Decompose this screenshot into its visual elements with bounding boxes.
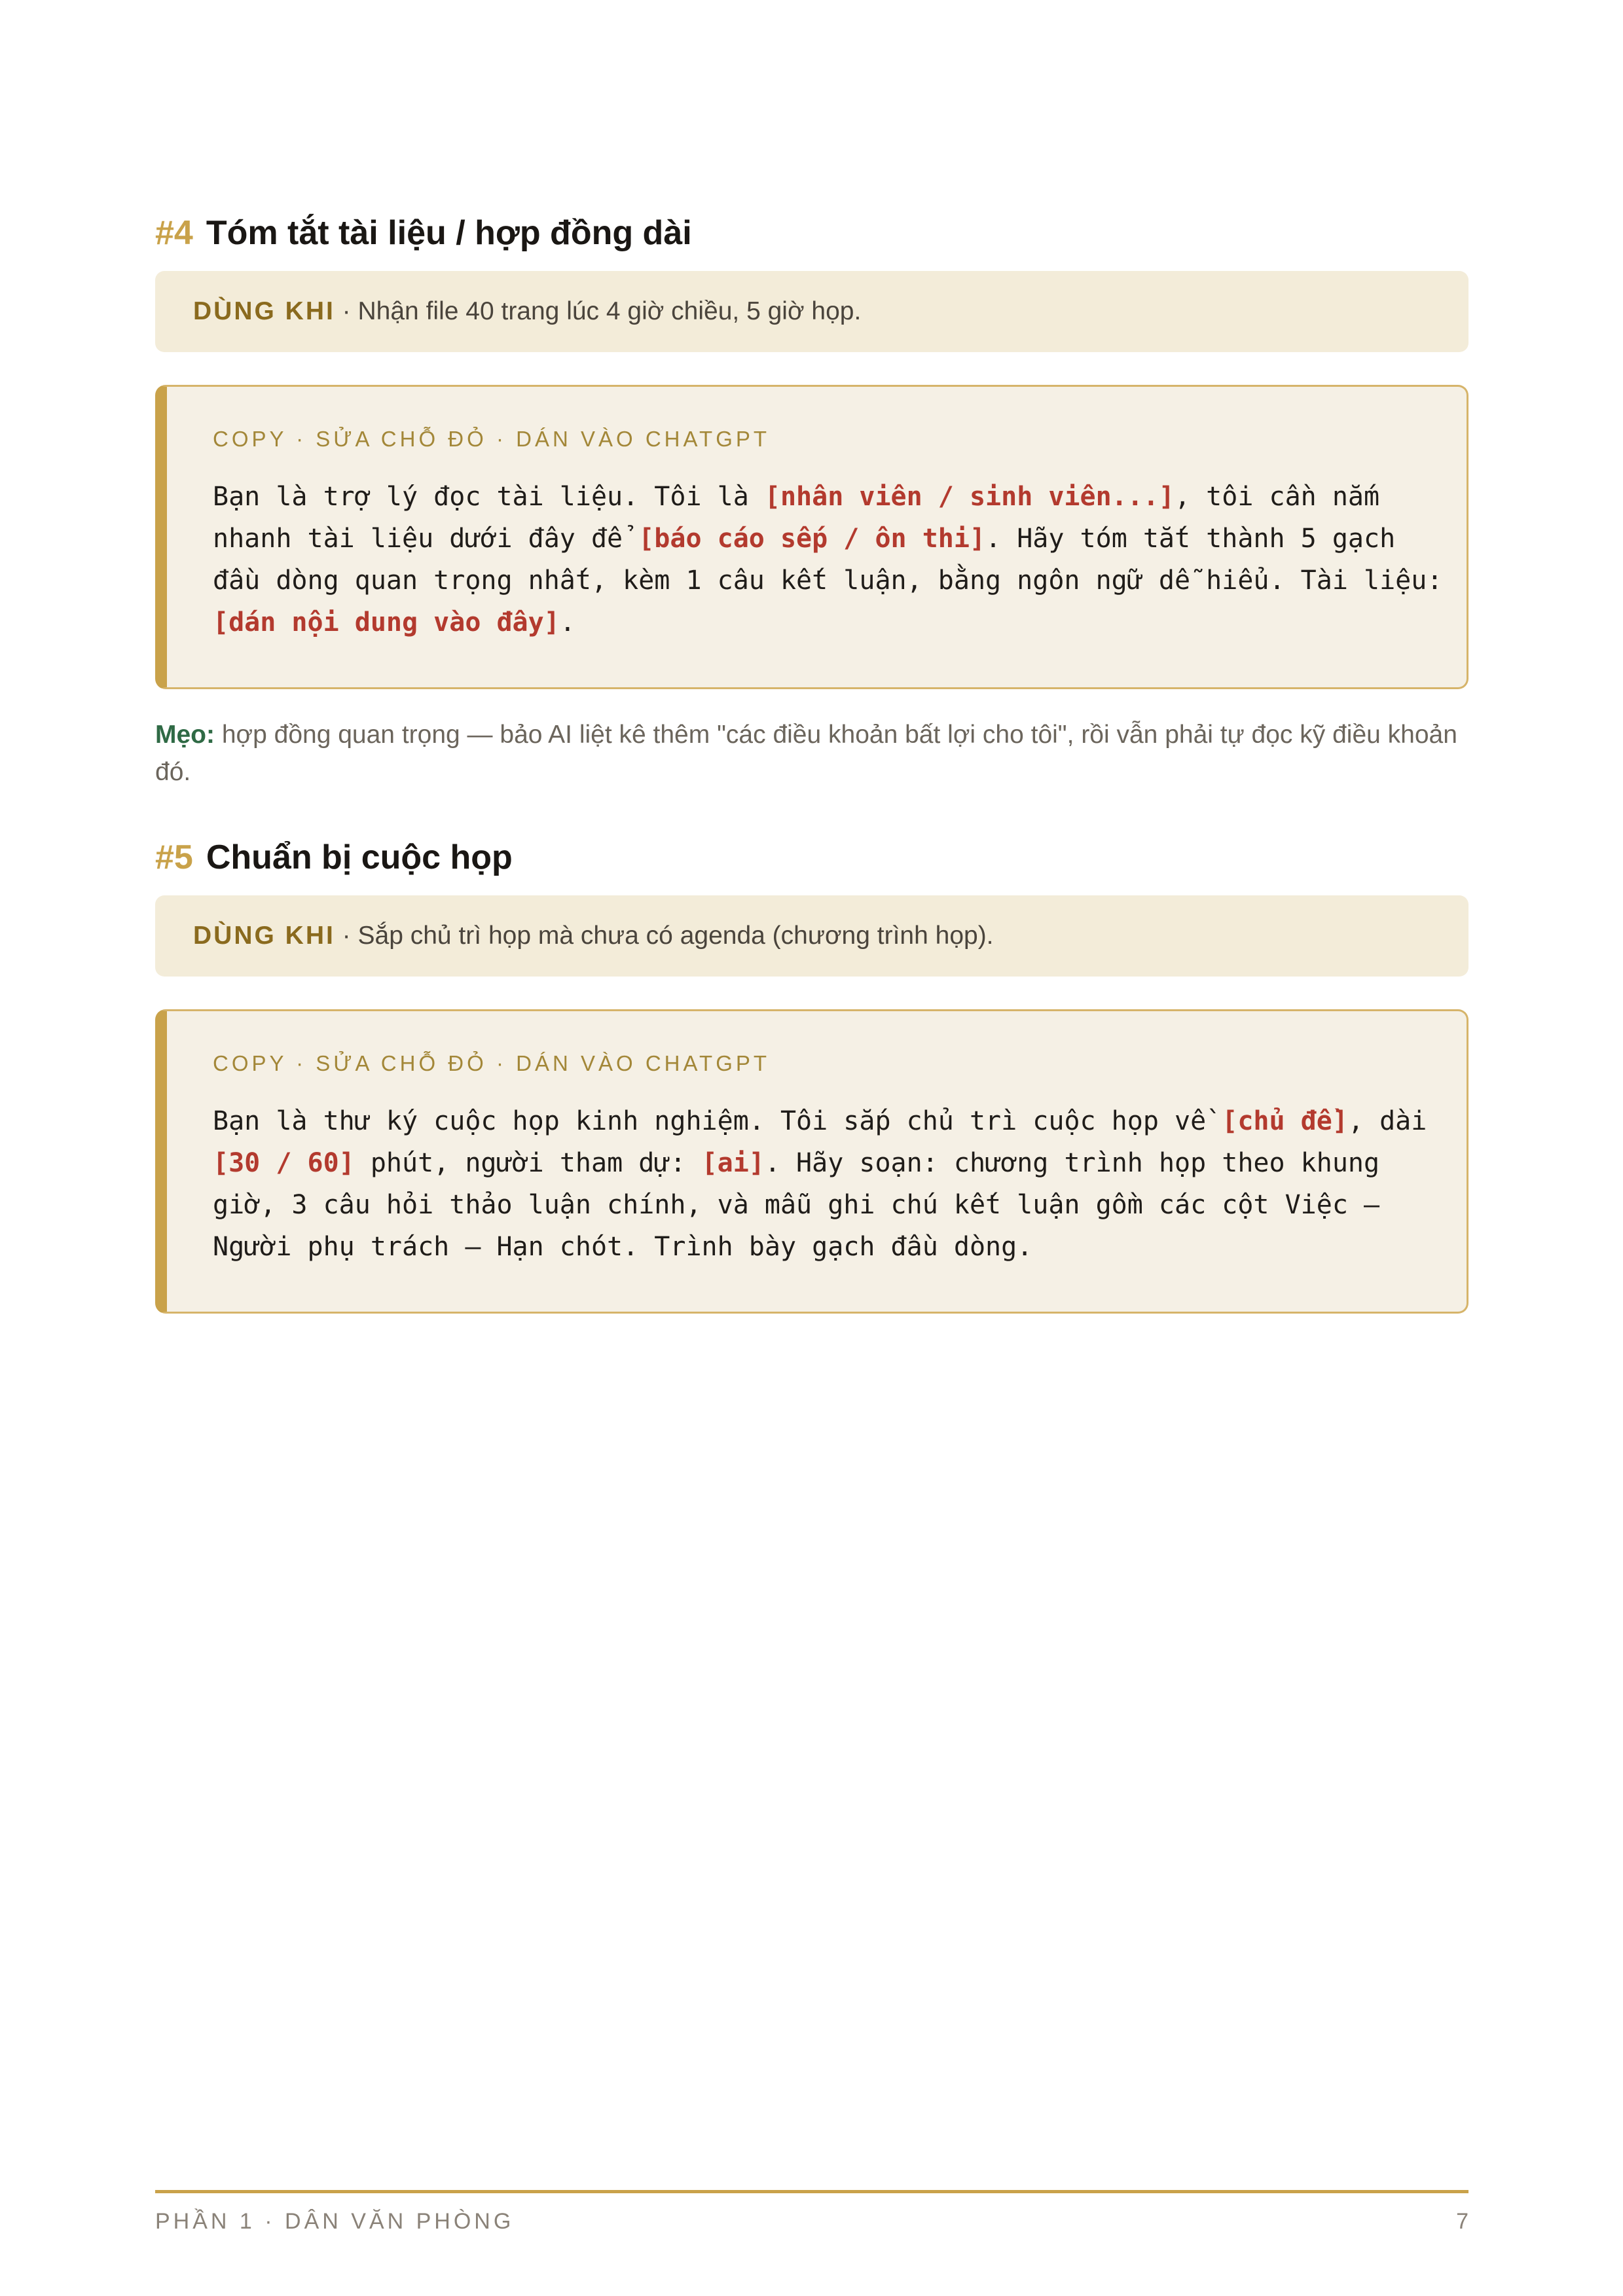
page-number: 7 xyxy=(1456,2209,1468,2234)
prompt-line: Người phụ trách — Hạn chót. Trình bày gạch đầu dòng. xyxy=(213,1232,1033,1262)
section-5 xyxy=(155,831,1468,1322)
prompt-line: Bạn là trợ lý đọc tài liệu. Tôi là [nhân viên / sinh viên...], tôi cần nắm xyxy=(213,482,1380,512)
prompt-line: Bạn là thư ký cuộc họp kinh nghiệm. Tôi sắp chủ trì cuộc họp về [chủ đề], dài xyxy=(213,1106,1427,1136)
prompt-line: [30 / 60] phút, người tham dự: [ai]. Hãy soạn: chương trình họp theo khung xyxy=(213,1148,1380,1178)
when-to-use-box xyxy=(155,895,1468,977)
prompt-label: COPY · SỬA CHỖ ĐỎ · DÁN VÀO CHATGPT xyxy=(213,1051,771,1075)
placeholder: [báo cáo sếp / ôn thi] xyxy=(638,524,986,554)
footer-section-label: PHẦN 1 · DÂN VĂN PHÒNG xyxy=(155,2209,515,2234)
when-to-use-box xyxy=(155,271,1468,352)
prompt-box[interactable] xyxy=(155,1009,1468,1314)
placeholder: [ai] xyxy=(701,1148,765,1178)
placeholder: [chủ đề] xyxy=(1222,1106,1348,1136)
prompt-line: đầu dòng quan trọng nhất, kèm 1 câu kết luận, bằng ngôn ngữ dễ hiểu. Tài liệu: xyxy=(213,565,1443,596)
section-number: #4 xyxy=(155,214,193,252)
prompt-line: [dán nội dung vào đây]. xyxy=(213,607,575,637)
when-text: · Nhận file 40 trang lúc 4 giờ chiều, 5 giờ họp. xyxy=(335,297,862,325)
section-title: Tóm tắt tài liệu / hợp đồng dài xyxy=(206,214,692,252)
section-heading xyxy=(155,207,692,259)
placeholder: [nhân viên / sinh viên...] xyxy=(764,482,1175,512)
prompt-text xyxy=(213,1100,1427,1268)
prompt-line: giờ, 3 câu hỏi thảo luận chính, và mẫu ghi chú kết luận gồm các cột Việc — xyxy=(213,1190,1380,1220)
section-number: #5 xyxy=(155,838,193,876)
when-label: DÙNG KHI xyxy=(193,297,335,325)
when-text: · Sắp chủ trì họp mà chưa có agenda (chương trình họp). xyxy=(335,922,994,950)
placeholder: [30 / 60] xyxy=(213,1148,355,1178)
placeholder: [dán nội dung vào đây] xyxy=(213,607,560,637)
prompt-text xyxy=(213,476,1443,643)
prompt-box[interactable] xyxy=(155,385,1468,689)
tip xyxy=(155,716,1468,791)
when-label: DÙNG KHI xyxy=(193,922,335,950)
tip-text: hợp đồng quan trọng — bảo AI liệt kê thêm "các điều khoản bất lợi cho tôi", rồi vẫn phải tự đọc kỹ điều khoản đó. xyxy=(155,721,1457,786)
section-title: Chuẩn bị cuộc họp xyxy=(206,838,513,876)
section-heading xyxy=(155,831,513,884)
tip-label: Mẹo: xyxy=(155,721,215,749)
prompt-line: nhanh tài liệu dưới đây để [báo cáo sếp / ôn thi]. Hãy tóm tắt thành 5 gạch xyxy=(213,524,1396,554)
section-4 xyxy=(155,207,1468,796)
footer-divider xyxy=(155,2190,1468,2193)
prompt-label: COPY · SỬA CHỖ ĐỎ · DÁN VÀO CHATGPT xyxy=(213,427,771,451)
